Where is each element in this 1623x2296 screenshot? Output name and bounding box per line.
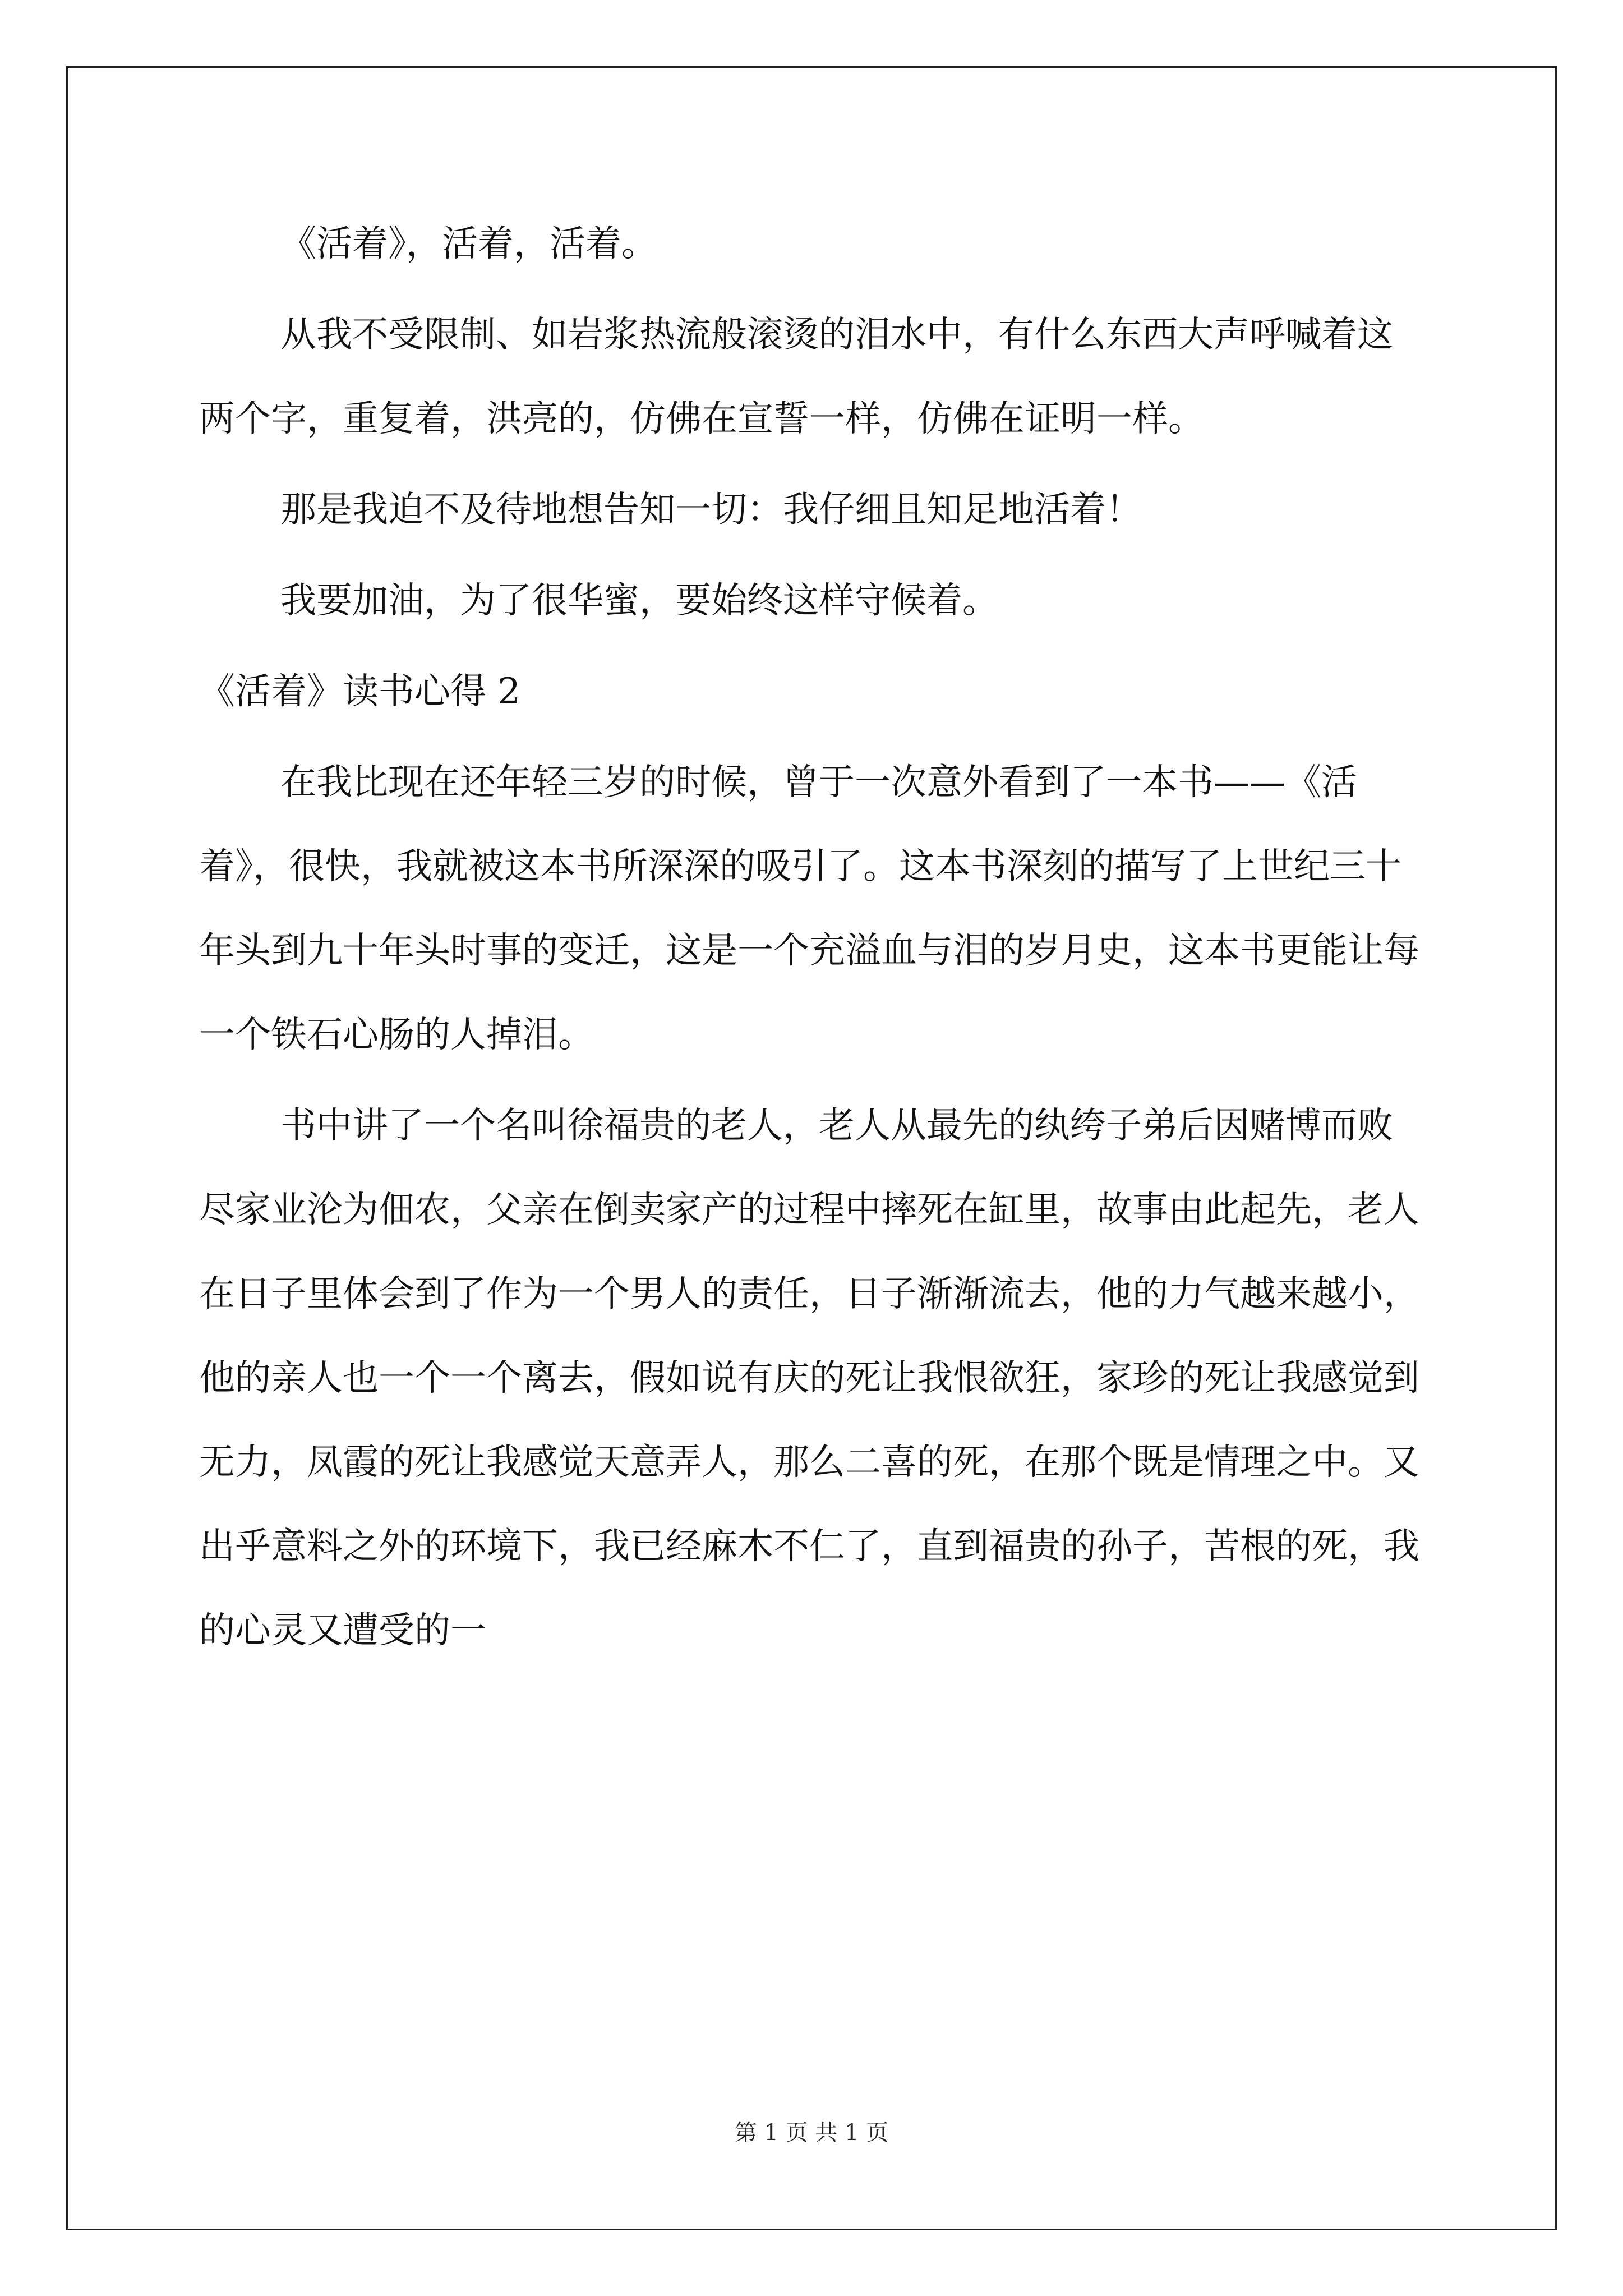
paragraph: 从我不受限制、如岩浆热流般滚烫的泪水中，有什么东西大声呼喊着这两个字，重复着，洪亮的，仿佛在宣誓一样，仿佛在证明一样。 (199, 314, 1393, 440)
paragraph: 《活着》，活着，活着。 (280, 223, 657, 265)
paragraph: 书中讲了一个名叫徐福贵的老人，老人从最先的纨绔子弟后因赌博而败尽家业沦为佃农，父亲在倒卖家产的过程中摔死在缸里，故事由此起先，老人在日子里体会到了作为一个男人的责任，日子渐渐流去，他的力气越来越小，他的亲人也一个一个离去，假如说有庆的死让我恨欲狂，家珍的死让我感觉到无力，凤霞的死让我感觉天意弄人，那么二喜的死，在那个既是情理之中。又出乎意料之外的环境下，我已经麻木不仁了，直到福贵的孙子，苦根的死，我的心灵又遭受的一 (199, 1105, 1419, 1651)
paragraph: 我要加油，为了很华蜜，要始终这样守候着。 (280, 580, 998, 622)
page-footer: 第 1 页 共 1 页 (734, 2120, 889, 2146)
paragraph: 在我比现在还年轻三岁的时候，曾于一次意外看到了一本书——《活着》，很快，我就被这本书所深深的吸引了。这本书深刻的描写了上世纪三十年头到九十年头时事的变迁，这是一个充溢血与泪的岁月史，这本书更能让每一个铁石心肠的人掉泪。 (199, 762, 1419, 1056)
paragraph: 那是我迫不及待地想告知一切：我仔细且知足地活着！ (280, 489, 1142, 531)
document-body (199, 202, 1427, 1673)
section-title: 《活着》读书心得 2 (199, 671, 521, 712)
